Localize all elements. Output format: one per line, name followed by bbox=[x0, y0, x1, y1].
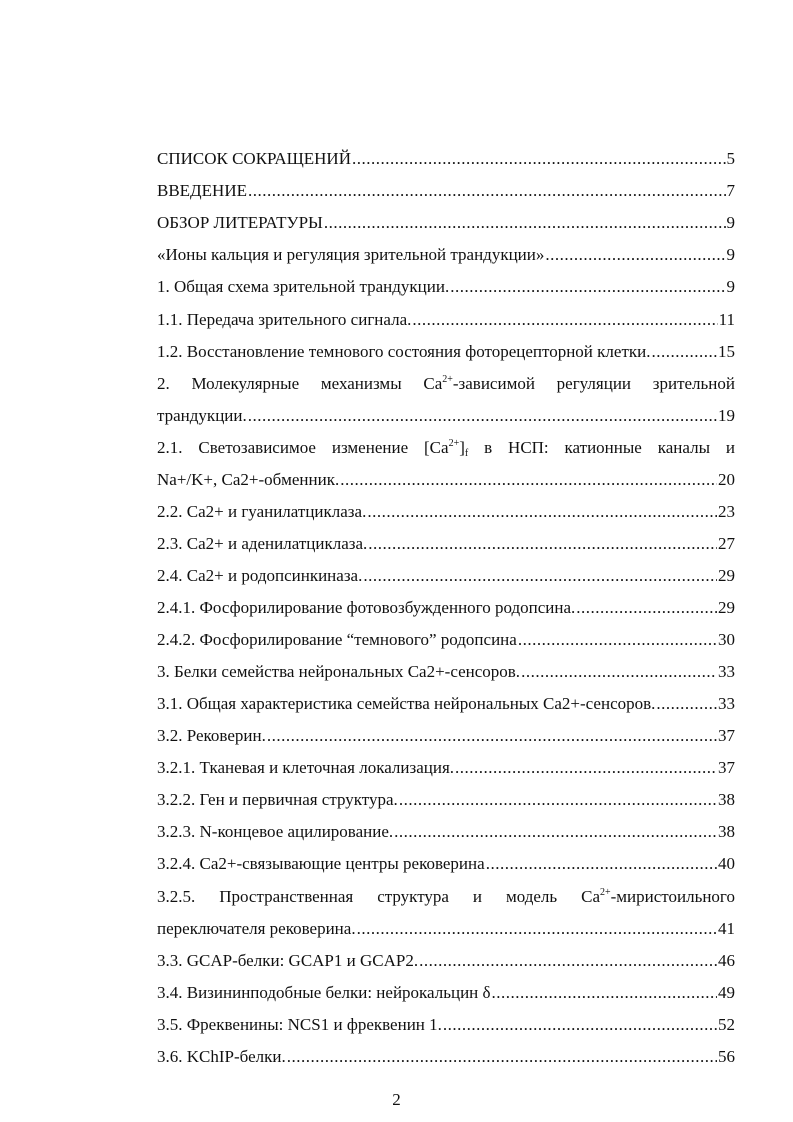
toc-entry-page: 41 bbox=[718, 919, 735, 938]
toc-entry-page: 27 bbox=[718, 534, 735, 553]
toc-leader-dots bbox=[394, 819, 717, 845]
toc-entry bbox=[157, 819, 735, 845]
toc-entry-title: 2.4.2. Фосфорилирование “темнового” родопсина bbox=[157, 630, 517, 649]
toc-leader-dots bbox=[412, 307, 717, 333]
toc-leader-dots bbox=[518, 627, 717, 653]
toc-entry-title: 3.2.5. Пространственная структура и модель $Ca^{2+}$-миристоильного bbox=[157, 887, 735, 906]
toc-leader-dots bbox=[486, 851, 717, 877]
toc-entry-page: 19 bbox=[718, 406, 735, 425]
toc-entry-title: 1.2. Восстановление темнового состояния фоторецепторной клетки. bbox=[157, 342, 651, 361]
toc-leader-dots bbox=[443, 1012, 717, 1038]
toc-entry bbox=[157, 659, 735, 685]
toc-leader-dots bbox=[455, 755, 717, 781]
toc-entry bbox=[157, 884, 735, 910]
toc-entry-page: 20 bbox=[718, 470, 735, 489]
toc-entry-title: ВВЕДЕНИЕ bbox=[157, 181, 247, 200]
toc-entry bbox=[157, 499, 735, 525]
toc-entry-page: 15 bbox=[718, 342, 735, 361]
toc-entry bbox=[157, 948, 735, 974]
toc-entry-page: 52 bbox=[718, 1015, 735, 1034]
toc-entry-title: 2. Молекулярные механизмы $Ca^{2+}$-зависимой регуляции зрительной bbox=[157, 374, 735, 393]
toc-entry bbox=[157, 980, 735, 1006]
toc-entry bbox=[157, 723, 735, 749]
toc-entry-page: 37 bbox=[718, 726, 735, 745]
toc-entry bbox=[157, 435, 735, 461]
toc-entry-page: 46 bbox=[718, 951, 735, 970]
toc-entry-page: 37 bbox=[718, 758, 735, 777]
toc-entry-title: 3.5. Фреквенины: NCS1 и фреквенин 1. bbox=[157, 1015, 442, 1034]
toc-entry bbox=[157, 531, 735, 557]
toc-entry-page: 9 bbox=[726, 277, 735, 296]
toc-entry bbox=[157, 467, 735, 493]
toc-entry bbox=[157, 1044, 735, 1070]
toc-entry bbox=[157, 307, 735, 333]
toc-entry-page: 29 bbox=[718, 598, 735, 617]
toc-entry-page: 33 bbox=[718, 662, 735, 681]
toc-entry bbox=[157, 210, 735, 236]
toc-entry-page: 38 bbox=[718, 790, 735, 809]
toc-entry bbox=[157, 1012, 735, 1038]
toc-entry-page: 11 bbox=[718, 310, 735, 329]
toc-leader-dots bbox=[419, 948, 717, 974]
toc-entry-title: 3.6. KChIP-белки. bbox=[157, 1047, 286, 1066]
toc-entry-page: 38 bbox=[718, 822, 735, 841]
toc-entry bbox=[157, 178, 735, 204]
toc-entry bbox=[157, 371, 735, 397]
toc-entry-page: 7 bbox=[726, 181, 735, 200]
toc-leader-dots bbox=[340, 467, 717, 493]
toc-entry-title: 1.1. Передача зрительного сигнала. bbox=[157, 310, 412, 329]
toc-entry bbox=[157, 339, 735, 365]
toc-leader-dots bbox=[248, 403, 717, 429]
toc-leader-dots bbox=[656, 691, 717, 717]
toc-entry bbox=[157, 851, 735, 877]
toc-leader-dots bbox=[368, 531, 717, 557]
toc-entry-title: 2.4.1. Фосфорилирование фотовозбужденного родопсина. bbox=[157, 598, 576, 617]
toc-entry bbox=[157, 563, 735, 589]
toc-entry-page: 23 bbox=[718, 502, 735, 521]
toc-entry-title: 3.1. Общая характеристика семейства нейрональных Ca2+-сенсоров. bbox=[157, 694, 656, 713]
toc-entry bbox=[157, 274, 735, 300]
toc-entry-page: 9 bbox=[726, 213, 735, 232]
toc-leader-dots bbox=[287, 1044, 717, 1070]
toc-leader-dots bbox=[367, 499, 717, 525]
toc-entry-title: «Ионы кальция и регуляция зрительной трандукции» bbox=[157, 245, 545, 264]
toc-entry-title: СПИСОК СОКРАЩЕНИЙ bbox=[157, 149, 351, 168]
toc-leader-dots bbox=[450, 274, 725, 300]
toc-entry-title: 2.2. Ca2+ и гуанилатциклаза. bbox=[157, 502, 367, 521]
toc-entry bbox=[157, 403, 735, 429]
toc-entry-title: 3.2.3. N-концевое ацилирование. bbox=[157, 822, 394, 841]
toc-entry-page: 5 bbox=[726, 149, 735, 168]
toc-entry bbox=[157, 787, 735, 813]
toc-leader-dots bbox=[545, 242, 725, 268]
toc-entry-title: 3.3. GCAP-белки: GCAP1 и GCAP2. bbox=[157, 951, 419, 970]
page-number: 2 bbox=[392, 1090, 401, 1109]
toc-entry bbox=[157, 242, 735, 268]
toc-entry-title: ОБЗОР ЛИТЕРАТУРЫ bbox=[157, 213, 323, 232]
toc-leader-dots bbox=[324, 210, 726, 236]
toc-entry-title: переключателя рековерина. bbox=[157, 919, 356, 938]
toc-entry-page: 9 bbox=[726, 245, 735, 264]
toc-entry-title: 2.4. Ca2+ и родопсинкиназа. bbox=[157, 566, 363, 585]
toc-entry-title: 2.1. Светозависимое изменение $[Ca^{2+}]_f$ в НСП: катионные каналы и bbox=[157, 438, 735, 459]
toc-leader-dots bbox=[267, 723, 717, 749]
toc-entry-page: 56 bbox=[718, 1047, 735, 1066]
toc-leader-dots bbox=[352, 146, 726, 172]
toc-entry-title: трандукции. bbox=[157, 406, 247, 425]
toc-leader-dots bbox=[248, 178, 726, 204]
toc-entry bbox=[157, 595, 735, 621]
toc-leader-dots bbox=[399, 787, 717, 813]
toc-entry-page: 29 bbox=[718, 566, 735, 585]
toc-entry-title: 3.2. Рековерин. bbox=[157, 726, 266, 745]
toc-entry bbox=[157, 146, 735, 172]
toc-entry-title: Na+/K+, Ca2+-обменник. bbox=[157, 470, 340, 489]
toc-leader-dots bbox=[357, 916, 717, 942]
toc-entry-title: 3.4. Визининподобные белки: нейрокальцин δ bbox=[157, 983, 491, 1002]
toc-entry bbox=[157, 755, 735, 781]
toc-entry-title: 3.2.2. Ген и первичная структура. bbox=[157, 790, 398, 809]
toc-leader-dots bbox=[492, 980, 717, 1006]
toc-entry-title: 3. Белки семейства нейрональных Ca2+-сенсоров. bbox=[157, 662, 521, 681]
toc-entry bbox=[157, 916, 735, 942]
toc-entry bbox=[157, 627, 735, 653]
toc-leader-dots bbox=[521, 659, 717, 685]
toc-leader-dots bbox=[576, 595, 717, 621]
toc-entry-page: 33 bbox=[718, 694, 735, 713]
toc-entry-title: 1. Общая схема зрительной трандукции. bbox=[157, 277, 450, 296]
toc-entry-page: 30 bbox=[718, 630, 735, 649]
toc-entry bbox=[157, 691, 735, 717]
toc-entry-title: 3.2.4. Ca2+-связывающие центры рековерина bbox=[157, 854, 485, 873]
toc-leader-dots bbox=[363, 563, 717, 589]
toc-entry-title: 3.2.1. Тканевая и клеточная локализация. bbox=[157, 758, 455, 777]
toc-entry-title: 2.3. Ca2+ и аденилатциклаза. bbox=[157, 534, 368, 553]
toc-entry-page: 40 bbox=[718, 854, 735, 873]
toc-entry-page: 49 bbox=[718, 983, 735, 1002]
toc-leader-dots bbox=[651, 339, 717, 365]
